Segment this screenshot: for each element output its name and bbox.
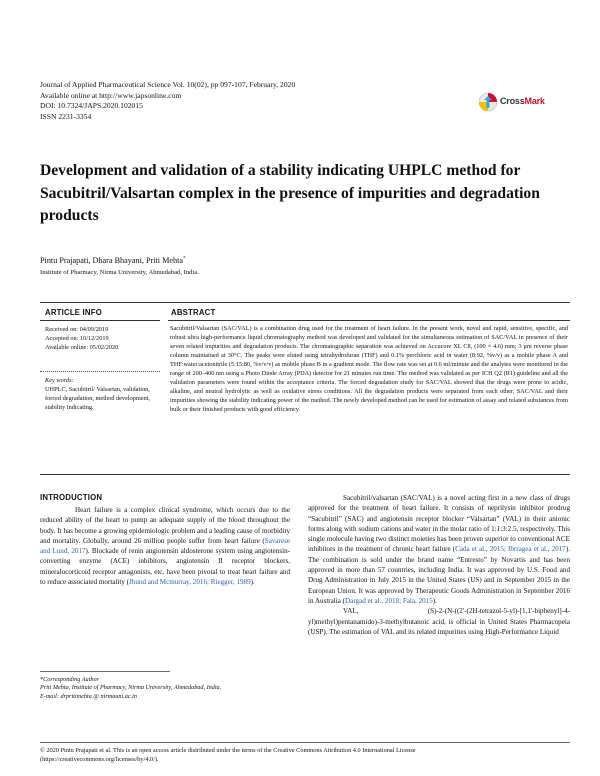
crossmark-logo[interactable] xyxy=(478,92,568,112)
citation-link[interactable]: Cada et al., 2015; Ibrragea et al., 2017 xyxy=(455,545,566,554)
journal-online-url[interactable]: Available online at http://www.japsonline.com xyxy=(40,90,182,100)
journal-citation: Journal of Applied Pharmaceutical Science Vol. 10(02), pp 097-107, February, 2020 xyxy=(40,80,296,89)
accepted-date: Accepted on: 10/12/2019 xyxy=(45,335,109,342)
issn: ISSN 2231-3354 xyxy=(40,111,92,121)
keywords-list: UHPLC, Sacubitril/ Valsartan, validation, forced degradation, method development, stability indicating. xyxy=(45,386,151,411)
corresponding-mark: * xyxy=(183,256,186,262)
intro-paragraph-2: Sacubitril/valsartan (SAC/VAL) is a novel acting first in a new class of drugs approved for the treatment of heart failure. It consists of neprilysin inhibitor prodrug “Sacubitril” (SAC) and angiotensin receptor blocker “Valsartan” (VAL) in their anionic forms along with sodium cations and water in the molar ratio of 1:1:3:2.5, respectively. This single molecule having two distinct moieties has been proven superior to conventional ACE inhibitors in the treatment of chronic heart failure (Cada et al., 2015; Ibrragea et al., 2017). The combination is sold under the brand name “Entresto” by Novartis and has been approved in more than 57 countries, including India. It was approved by U.S. Food and Drug Administration in July 2015 in the United States (US) and in September 2015 in the European Union. It was approved by Therapeutic Goods Administration in September 2016 in Australia (Dargad et al., 2018; Fala, 2015). xyxy=(308,494,570,605)
divider-article-info xyxy=(40,320,160,321)
corresponding-author xyxy=(40,676,295,701)
authors xyxy=(40,256,186,265)
keywords-label: Key words: xyxy=(45,377,74,384)
intro-paragraph-1: Heart failure is a complex clinical syndrome, which occurs due to the reduced ability of the heart to pump an adequate supply of the blood throughout the body. It has become a growing epidemiologic problem and a leading cause of morbidity and mortality. Globally, around 26 million people suffer from heart failure (Savarese and Lund, 2017). Blockade of renin angiotensin aldosterone system using angiotensin-converting enzyme (ACE) inhibitors, angiotensin II receptor blockers, mineralocorticoid receptor antagonists, etc. have been pivotal to treat heart failure and to reduce associated mortality (Jhund and Mcmurray, 2016; Riegger, 1989). xyxy=(40,506,290,587)
article-dates xyxy=(45,325,160,352)
available-date: Available online: 05/02/2020 xyxy=(45,344,119,351)
divider-keywords xyxy=(40,371,160,372)
journal-header xyxy=(40,80,360,122)
divider-footnote xyxy=(40,671,170,672)
citation-link[interactable]: Dargad et al., 2018; Fala, 2015 xyxy=(345,596,433,605)
doi[interactable]: DOI: 10.7324/JAPS.2020.102015 xyxy=(40,101,143,111)
divider-top xyxy=(40,302,570,303)
corresponding-label: *Corresponding Author xyxy=(40,676,99,683)
article-title: Development and validation of a stability indicating UHPLC method for Sacubitril/Valsartan complex in the presence of impurities and degradation products xyxy=(40,162,540,224)
crossmark-label: CrossMark xyxy=(500,96,545,106)
license-url[interactable]: (https://creativecommons.org/licenses/by/4.0/). xyxy=(40,755,159,763)
author-names: Pintu Prajapati, Dhara Bhayani, Priti Mehta xyxy=(40,256,184,265)
citation-link[interactable]: Savarese and Lund, 2017 xyxy=(40,536,290,556)
divider-footer xyxy=(40,742,570,743)
copyright-text: © 2020 Pintu Prajapati et al. This is an open access article distributed under the terms of the Creative Commons Attribution 4.0 International License xyxy=(40,747,416,754)
abstract-text: Sacubitril/Valsartan (SAC/VAL) is a combination drug used for the treatment of heart failure. In the present work, novel and rapid, sensitive, specific, and robust ultra high-performance liquid chromatography method was developed and validated for the simultaneous estimation of SAC/VAL in presence of their seven related impurities and degradation products. The chromatographic separation was achieved on Accucore XL C8, (100 × 4.6) mm; 3 μm reverse phase column maintained at 30°C. The peaks were eluted using tetrahydrofuran (THF) and 0.1% perchloric acid in water (8:92, %v/v) as a mobile phase A and THF:water:acetonitrile (5:15:80, %v/v/v) as mobile phase B in a gradient mode. The flow rate was set at 0.6 ml/minute and the analytes were monitored in the range of 200–400 nm using a Photo Diode Array (PDA) detector for 21 minutes run time. The method was validated as per ICH Q2 (R1) guideline and all the validation parameters were found within the acceptance criteria. The forced degradation study for SAC/VAL showed that the drugs were prone to acidic, alkaline, and neutral hydrolytic as well as oxidative stress conditions. All the degradation products were separated from each other, SAC/VAL and their impurities showing the stability indicating power of the method. The newly developed method can be used for estimation of assay and related substances from bulk or their finished products with good efficiency. xyxy=(170,325,568,414)
article-info-heading: ARTICLE INFO xyxy=(45,308,102,317)
corresponding-name: Priti Mehta, Institute of Pharmacy, Nirma University, Ahmedabad, India. xyxy=(40,684,222,692)
introduction-heading: INTRODUCTION xyxy=(40,493,103,502)
corresponding-email[interactable]: E-mail: drpritimehta @ nirmauni.ac.in xyxy=(40,692,137,700)
crossmark-icon xyxy=(478,92,498,112)
divider-bottom-info xyxy=(40,474,570,475)
keywords xyxy=(45,376,160,412)
received-date: Received on: 04/09/2019 xyxy=(45,326,109,333)
license-footer xyxy=(40,747,570,764)
intro-right-column xyxy=(308,493,570,637)
divider-abstract xyxy=(168,320,570,321)
intro-paragraph-3: VAL, (S)-2-(N-((2'-(2H-tetrazol-5-yl)-[1,1'-biphenyl]-4-yl)methyl)pentanamido)-3-methylbutanoic acid, is official in United States Pharmacopeia (USP). The estimation of VAL and its related impurities using High-Performance Liquid xyxy=(308,607,570,636)
citation-link[interactable]: Jhund and Mcmurray, 2016; Riegger, 1989 xyxy=(129,578,251,587)
abstract-heading: ABSTRACT xyxy=(171,308,216,317)
affiliation: Institute of Pharmacy, Nirma University, Ahmedabad, India. xyxy=(40,269,199,276)
